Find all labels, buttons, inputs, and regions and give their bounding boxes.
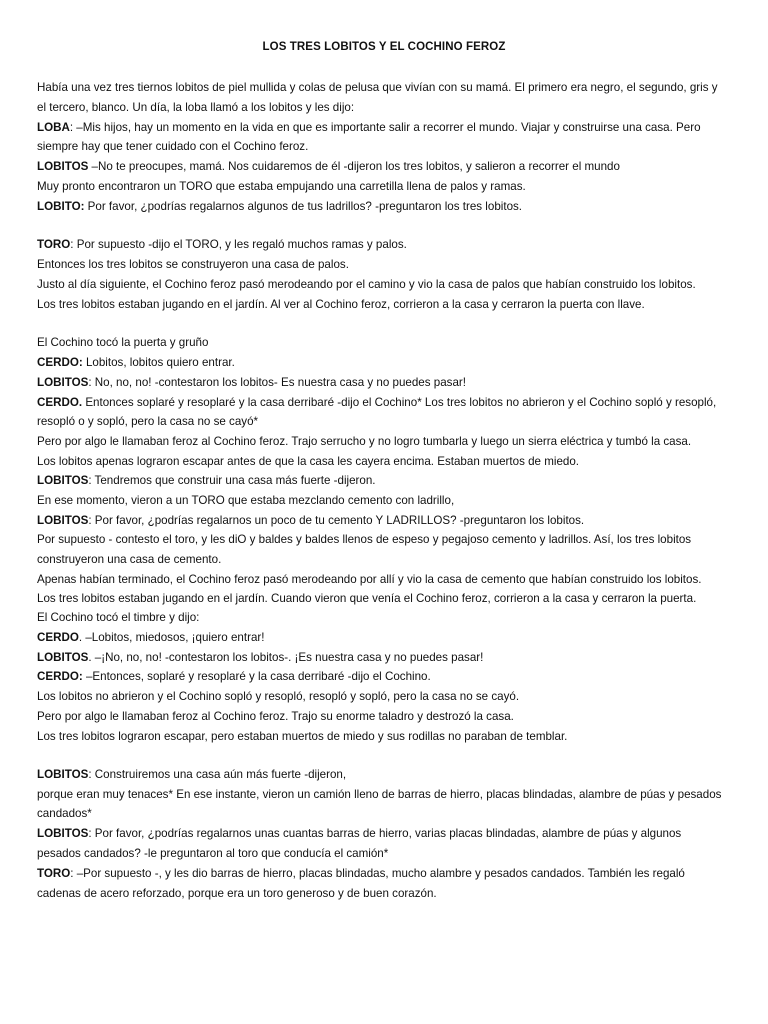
line-text: Pero por algo le llamaban feroz al Cochino feroz. Trajo serrucho y no logro tumbarla y luego un sierra eléctrica y tumbó la casa.: [37, 435, 692, 448]
line-text: . –¡No, no, no! -contestaron los lobitos-. ¡Es nuestra casa y no puedes pasar!: [88, 651, 484, 664]
text-line: [37, 573, 701, 587]
text-line: [37, 140, 308, 154]
text-line: [37, 611, 199, 625]
text-line: [37, 121, 701, 135]
line-text: El Cochino tocó el timbre y dijo:: [37, 611, 200, 624]
text-line: [37, 356, 235, 370]
text-line: [37, 553, 221, 567]
line-text: construyeron una casa de cemento.: [37, 553, 222, 566]
text-line: [37, 81, 718, 95]
line-text: . –Lobitos, miedosos, ¡quiero entrar!: [78, 631, 265, 644]
line-text: : Por favor, ¿podrías regalarnos un poco de tu cemento Y LADRILLOS? -preguntaron los lobitos.: [88, 514, 585, 527]
text-line: [37, 710, 514, 724]
line-text: Lobitos, lobitos quiero entrar.: [82, 356, 235, 369]
text-line: [37, 494, 454, 508]
line-text: Los lobitos no abrieron y el Cochino sopló y resopló, resopló y sopló, pero la casa no se cayó.: [37, 690, 520, 703]
line-text: El Cochino tocó la puerta y gruño: [37, 336, 209, 349]
text-line: [37, 376, 466, 390]
line-text: siempre hay que tener cuidado con el Cochino feroz.: [37, 140, 309, 153]
text-line: [37, 768, 346, 782]
text-line: [37, 788, 721, 802]
line-text: En ese momento, vieron a un TORO que estaba mezclando cemento con ladrillo,: [37, 494, 455, 507]
story-title: LOS TRES LOBITOS Y EL COCHINO FEROZ: [262, 41, 506, 53]
line-text: –No te preocupes, mamá. Nos cuidaremos de él -dijeron los tres lobitos, y salieron a recorrer el mundo: [88, 160, 620, 173]
line-text: cadenas de acero reforzado, porque era un toro generoso y de buen corazón.: [37, 887, 437, 900]
text-line: [37, 474, 376, 488]
speaker-label: CERDO:: [37, 356, 83, 369]
line-text: Los tres lobitos lograron escapar, pero estaban muertos de miedo y sus rodillas no paraban de temblar.: [37, 730, 568, 743]
line-text: el tercero, blanco. Un día, la loba llamó a los lobitos y les dijo:: [37, 101, 355, 114]
text-line: [37, 690, 519, 704]
speaker-label: TORO: [37, 238, 71, 251]
text-line: [37, 396, 716, 410]
text-line: [37, 592, 696, 606]
text-line: [37, 847, 388, 861]
line-text: Los tres lobitos estaban jugando en el jardín. Al ver al Cochino feroz, corrieron a la casa y cerraron la puerta con llave.: [37, 298, 645, 311]
speaker-label: CERDO.: [37, 396, 83, 409]
speaker-label: LOBITOS: [37, 827, 89, 840]
line-text: –Entonces, soplaré y resoplaré y la casa derribaré -dijo el Cochino.: [82, 670, 431, 683]
text-line: [37, 200, 522, 214]
line-text: Apenas habían terminado, el Cochino feroz pasó merodeando por allí y vio la casa de cemento que habían construido los lobitos.: [37, 573, 702, 586]
text-line: [37, 160, 620, 174]
speaker-label: CERDO:: [37, 670, 83, 683]
text-line: [37, 101, 354, 115]
speaker-label: LOBITOS: [37, 160, 89, 173]
line-text: : Por supuesto -dijo el TORO, y les regaló muchos ramas y palos.: [70, 238, 407, 251]
line-text: Por supuesto - contesto el toro, y les diO y baldes y baldes llenos de espeso y pegajoso cemento y ladrillos. Así, los tres lobitos: [37, 533, 692, 546]
text-line: [37, 730, 567, 744]
line-text: Justo al día siguiente, el Cochino feroz pasó merodeando por el camino y vio la casa de palos que habían construido los lobitos.: [37, 278, 696, 291]
text-line: [37, 455, 579, 469]
speaker-label: CERDO: [37, 631, 79, 644]
text-line: [37, 258, 349, 272]
line-text: Pero por algo le llamaban feroz al Cochino feroz. Trajo su enorme taladro y destrozó la casa.: [37, 710, 514, 723]
line-text: porque eran muy tenaces* En ese instante, vieron un camión lleno de barras de hierro, placas blindadas, alambre de púas y pesados: [37, 788, 722, 801]
line-text: Muy pronto encontraron un TORO que estaba empujando una carretilla llena de palos y ramas.: [37, 180, 526, 193]
text-line: [37, 180, 526, 194]
text-line: [37, 867, 685, 881]
line-text: : –Por supuesto -, y les dio barras de hierro, placas blindadas, mucho alambre y pesados candados. También les regaló: [70, 867, 685, 880]
text-line: [37, 827, 681, 841]
speaker-label: LOBITOS: [37, 474, 89, 487]
line-text: resopló o y sopló, pero la casa no se cayó*: [37, 415, 259, 428]
line-text: : Tendremos que construir una casa más fuerte -dijeron.: [88, 474, 376, 487]
text-line: [37, 298, 645, 312]
text-line: [37, 887, 437, 901]
line-text: Los tres lobitos estaban jugando en el jardín. Cuando vieron que venía el Cochino feroz, corrieron a la casa y cerraron la puerta.: [37, 592, 697, 605]
speaker-label: LOBITOS: [37, 768, 89, 781]
speaker-label: TORO: [37, 867, 71, 880]
text-line: [37, 238, 407, 252]
speaker-label: LOBITO:: [37, 200, 85, 213]
speaker-label: LOBITOS: [37, 376, 89, 389]
line-text: : –Mis hijos, hay un momento en la vida en que es importante salir a recorrer el mundo. Viajar y construirse una casa. Pero: [69, 121, 701, 134]
line-text: Entonces los tres lobitos se construyeron una casa de palos.: [37, 258, 349, 271]
line-text: Entonces soplaré y resoplaré y la casa derribaré -dijo el Cochino* Los tres lobitos no abrieron y el Cochino sopló y resopló,: [82, 396, 717, 409]
text-line: [37, 278, 696, 292]
line-text: pesados candados? -le preguntaron al toro que conducía el camión*: [37, 847, 389, 860]
speaker-label: LOBITOS: [37, 514, 89, 527]
text-line: [37, 670, 431, 684]
line-text: Por favor, ¿podrías regalarnos algunos de tus ladrillos? -preguntaron los tres lobitos.: [84, 200, 523, 213]
text-line: [37, 631, 264, 645]
line-text: : Construiremos una casa aún más fuerte -dijeron,: [88, 768, 347, 781]
line-text: candados*: [37, 807, 92, 820]
speaker-label: LOBA: [37, 121, 70, 134]
text-line: [37, 807, 92, 821]
text-line: [37, 651, 483, 665]
text-line: [37, 435, 691, 449]
line-text: Los lobitos apenas lograron escapar antes de que la casa les cayera encima. Estaban muertos de miedo.: [37, 455, 580, 468]
text-line: [37, 336, 208, 350]
line-text: : Por favor, ¿podrías regalarnos unas cuantas barras de hierro, varias placas blindadas, alambre de púas y algunos: [88, 827, 682, 840]
speaker-label: LOBITOS: [37, 651, 89, 664]
text-line: [37, 415, 258, 429]
line-text: Había una vez tres tiernos lobitos de piel mullida y colas de pelusa que vivían con su mamá. El primero era negro, el segundo, gris y: [37, 81, 718, 94]
text-line: [37, 533, 691, 547]
line-text: : No, no, no! -contestaron los lobitos- Es nuestra casa y no puedes pasar!: [88, 376, 466, 389]
text-line: [37, 514, 584, 528]
